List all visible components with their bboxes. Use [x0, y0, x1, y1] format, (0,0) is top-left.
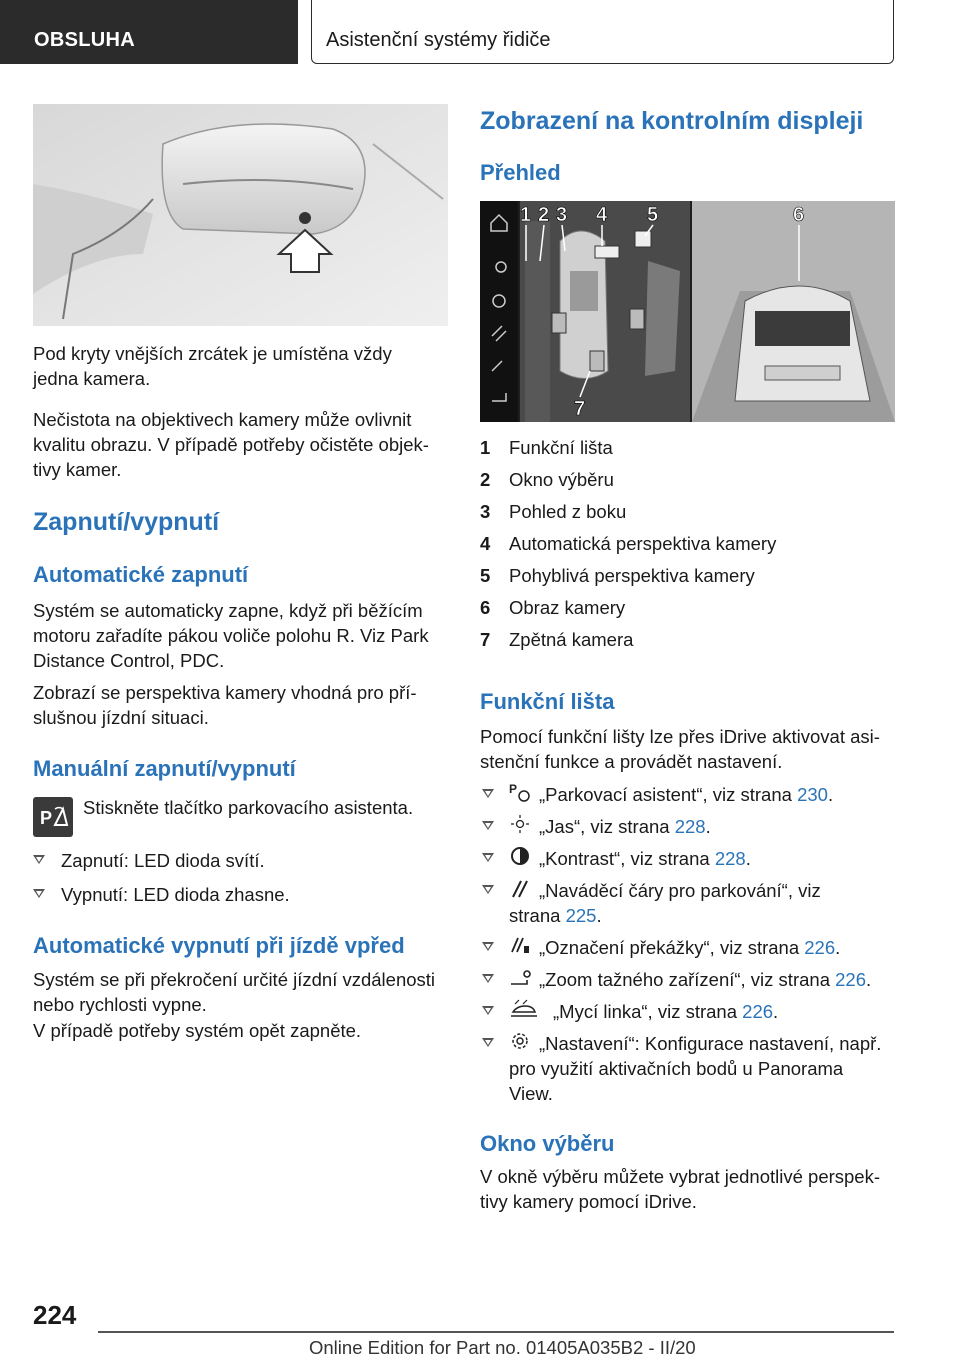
bullet-triangle-icon — [33, 889, 45, 898]
mirror-camera-image — [33, 104, 448, 326]
callout-7: 7 — [574, 398, 586, 420]
svg-text:P: P — [40, 808, 53, 828]
car-wash-icon — [509, 998, 539, 1020]
chapter-tab — [311, 0, 894, 64]
heading-auto-on: Automatické zapnutí — [33, 562, 249, 587]
bullet-triangle-icon — [482, 853, 494, 862]
selection-paragraph: V okně výběru můžete vybrat jednotlivé perspek- tivy kamery pomocí iDrive. — [480, 1166, 881, 1212]
callout-6: 6 — [793, 204, 805, 226]
item-brightness: „Jas“, viz strana 228. — [539, 816, 711, 837]
auto-off-paragraph: Systém se při překročení určité jízdní vzdálenosti nebo rychlosti vypne. — [33, 969, 436, 1015]
tow-hitch-zoom-icon — [509, 966, 531, 988]
bullet-triangle-icon — [482, 885, 494, 894]
park-assist-button-icon — [33, 797, 73, 837]
item-settings-cont2: View. — [509, 1083, 553, 1104]
bullet-triangle-icon — [482, 789, 494, 798]
intro-paragraph: Pod kryty vnějších zrcátek je umístěna vždy jedna kamera. — [33, 343, 392, 389]
display-overview-image — [480, 201, 895, 422]
section-title: OBSLUHA — [34, 29, 135, 51]
heading-on-off: Zapnutí/vypnutí — [33, 508, 220, 536]
manual-paragraph: Stiskněte tlačítko parkovacího asistenta. — [83, 797, 414, 818]
bullet-triangle-icon — [33, 855, 45, 864]
svg-text:P: P — [509, 782, 518, 796]
item-obstacle: „Označení překážky“, viz strana 226. — [539, 937, 841, 958]
contrast-icon — [509, 845, 531, 867]
item-guide-lines: „Naváděcí čáry pro parkování“, viz — [539, 880, 821, 901]
dirt-paragraph: Nečistota na objektivech kamery může ovlivnit kvalitu obrazu. V případě potřeby očistěte objek- tivy kamer. — [33, 409, 429, 480]
bullet-triangle-icon — [482, 821, 494, 830]
bullet-on: Zapnutí: LED dioda svítí. — [61, 850, 265, 871]
heading-overview: Přehled — [480, 160, 561, 185]
page-link-228[interactable]: 228 — [674, 816, 706, 837]
page-number: 224 — [33, 1300, 77, 1330]
item-guide-lines-cont: strana 225. — [509, 905, 602, 926]
item-contrast: „Kontrast“, viz strana 228. — [539, 848, 751, 869]
page-link-226[interactable]: 226 — [835, 969, 866, 990]
obstacle-marking-icon — [509, 934, 531, 956]
item-settings-cont1: pro využití aktivačních bodů u Panorama — [509, 1058, 844, 1079]
callout-1: 1 — [520, 204, 532, 226]
callout-5: 5 — [647, 204, 659, 226]
item-park-assist: „Parkovací asistent“, viz strana 230. — [539, 784, 834, 805]
bullet-triangle-icon — [482, 974, 494, 983]
reenable-paragraph: V případě potřeby systém opět zapněte. — [33, 1020, 362, 1041]
heading-function-bar: Funkční lišta — [480, 689, 615, 714]
page-link-230[interactable]: 230 — [797, 784, 828, 805]
section-tab — [0, 0, 298, 64]
page-link-226[interactable]: 226 — [804, 937, 836, 958]
edition-text: Online Edition for Part no. 01405A035B2 - II/20 — [309, 1337, 696, 1358]
item-car-wash: „Mycí linka“, viz strana 226. — [553, 1001, 779, 1022]
bullet-triangle-icon — [482, 942, 494, 951]
callout-4: 4 — [596, 204, 608, 226]
gear-icon — [509, 1030, 531, 1052]
auto-on-paragraph: Systém se automaticky zapne, když při běžícím motoru zařadíte pákou voliče polohu R. Viz Park Distance Control, PDC. — [33, 600, 429, 671]
callout-3: 3 — [556, 204, 568, 226]
brightness-icon — [509, 813, 531, 835]
guide-lines-icon — [509, 877, 531, 899]
park-assist-icon — [509, 781, 531, 803]
bullet-triangle-icon — [482, 1038, 494, 1047]
heading-manual: Manuální zapnutí/vypnutí — [33, 756, 296, 781]
page-link-226[interactable]: 226 — [742, 1001, 774, 1022]
perspective-paragraph: Zobrazí se perspektiva kamery vhodná pro pří- slušnou jízdní situaci. — [33, 682, 417, 728]
page-link-228[interactable]: 228 — [714, 848, 746, 869]
item-tow-hitch: „Zoom tažného zařízení“, viz strana 226. — [539, 969, 872, 990]
heading-selection-window: Okno výběru — [480, 1131, 615, 1156]
item-settings: „Nastavení“: Konfigurace nastavení, např. — [539, 1033, 882, 1054]
chapter-title: Asistenční systémy řidiče — [326, 29, 551, 51]
callout-2: 2 — [538, 204, 550, 226]
heading-auto-off: Automatické vypnutí při jízdě vpřed — [33, 933, 405, 958]
footer-divider — [98, 1331, 894, 1333]
bullet-triangle-icon — [482, 1006, 494, 1015]
heading-display: Zobrazení na kontrolním displeji — [480, 107, 864, 135]
page-link-225[interactable]: 225 — [565, 905, 597, 926]
bullet-off: Vypnutí: LED dioda zhasne. — [61, 884, 290, 905]
function-bar-paragraph: Pomocí funkční lišty lze přes iDrive aktivovat asi- stenční funkce a provádět nastavení. — [480, 726, 880, 772]
